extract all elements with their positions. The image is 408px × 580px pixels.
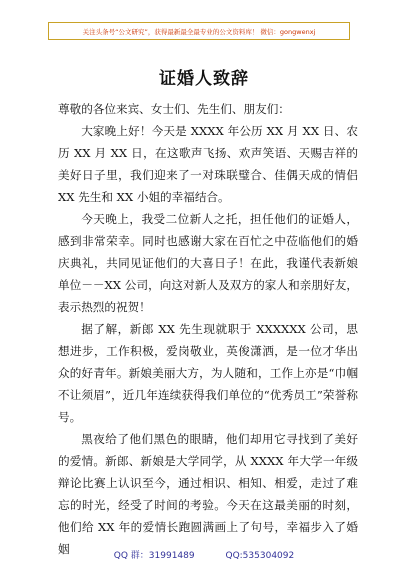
header-notice-text: 关注头条号“公文研究”，获得最新最全最专业的公文资料库！ 微信：gongwenxj <box>82 27 316 36</box>
paragraph-4: 黑夜给了他们黑色的眼睛，他们却用它寻找到了美好的爱情。新郎、新娘是大学同学，从 XXXX 年大学一年级辩论比赛上认识至今，通过相识、相知、相爱，走过了难忘的时光，经受了时间的考验。今天在这最美丽的时刻，他们给 XX 年的爱情长跑圆满画上了句号，幸福步入了婚姻 <box>58 432 358 556</box>
salutation: 尊敬的各位来宾、女士们、先生们、朋友们： <box>58 102 290 116</box>
document-title: 证婚人致辞 <box>159 69 249 89</box>
page-footer <box>0 548 408 561</box>
footer-qq: QQ:535304092 <box>225 551 295 561</box>
paragraph-1: 大家晚上好！今天是 XXXX 年公历 XX 月 XX 日、农历 XX 月 XX 日，在这歌声飞扬、欢声笑语、天赐吉祥的美好日子里，我们迎来了一对珠联璧合、佳偶天成的情侣 XX 先生和 XX 小姐的幸福结合。 <box>58 124 358 204</box>
paragraph-2: 今天晚上，我受二位新人之托，担任他们的证婚人，感到非常荣幸。同时也感谢大家在百忙之中莅临他们的婚庆典礼，共同见证他们的大喜日子！在此，我谨代表新娘单位－－XX 公司，向这对新人及双方的家人和亲朋好友，表示热烈的祝贺！ <box>58 212 358 314</box>
header-notice-banner <box>48 22 350 40</box>
paragraph-3: 据了解，新郎 XX 先生现就职于 XXXXXX 公司，思想进步，工作积极，爱岗敬业，英俊潇洒，是一位才华出众的好青年。新娘美丽大方，为人随和，工作上亦是“巾帼不让须眉”，近几年连续获得我们单位的“优秀员工”荣誉称号。 <box>58 322 358 424</box>
document-body <box>58 98 358 560</box>
footer-qq-group: QQ 群：31991489 <box>113 551 195 561</box>
